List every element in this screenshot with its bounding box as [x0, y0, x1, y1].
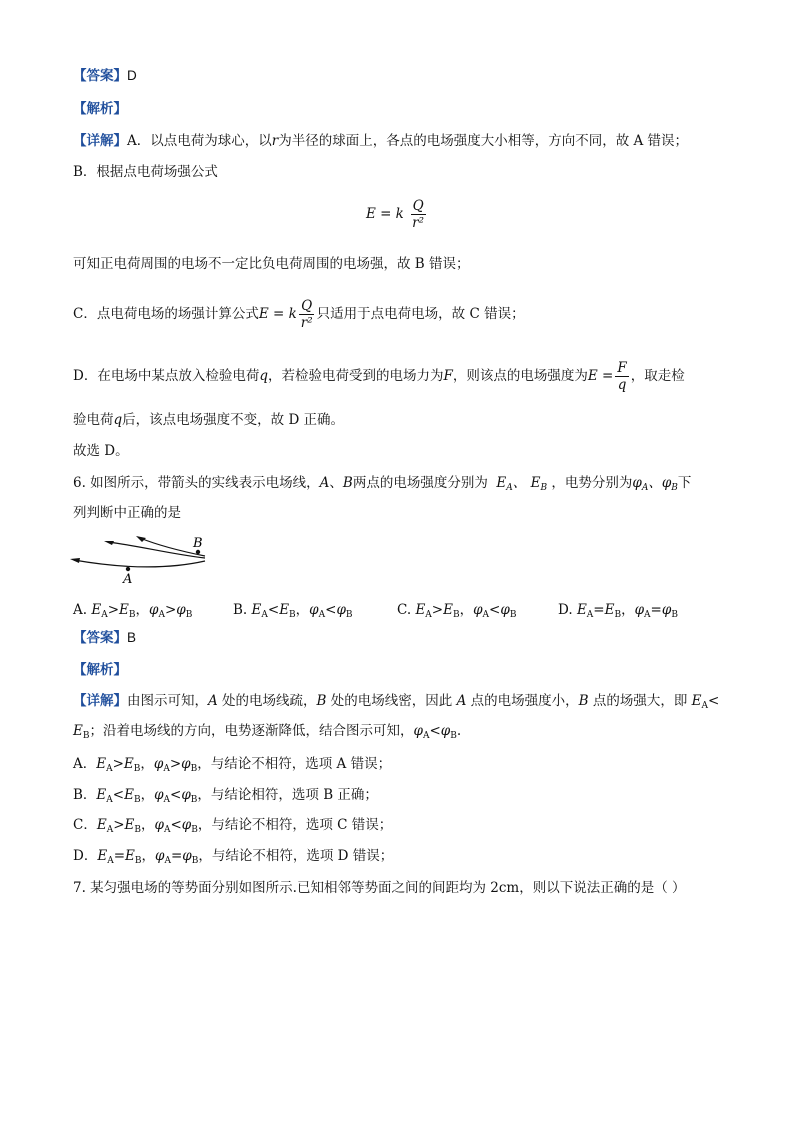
answer-label: 【答案】	[73, 630, 127, 645]
sym-ea: $E_A$、 $E_B$	[492, 475, 548, 493]
q6-detail-line2: $E_B$；沿着电场线的方向，电势逐渐降低，结合图示可知，$\varphi_A<\varphi_B$.	[73, 723, 462, 741]
field-lines-figure	[70, 530, 220, 590]
answer-label: 【答案】	[73, 68, 127, 83]
formula-numerator: Q	[412, 198, 424, 214]
text-segment: ，取走检	[630, 368, 685, 384]
q6-answer-row	[73, 628, 734, 648]
text-segment: 、	[329, 475, 343, 491]
formula-denominator: r²	[300, 315, 313, 331]
text-segment: A．以点电荷为球心，以	[127, 133, 272, 149]
var-F: F	[443, 368, 453, 384]
check-a: A．$E_A>E_B$，$\varphi_A>\varphi_B$，与结论不相符，选项 A 错误；	[73, 756, 392, 774]
line-d2	[73, 410, 734, 430]
answer-row	[73, 66, 734, 86]
label-b: B	[193, 536, 203, 551]
formula2-denominator: q	[617, 377, 627, 393]
line-c	[73, 298, 734, 331]
text-segment: 后，该点电场强度不变，故 D 正确。	[122, 412, 345, 428]
line-b2: 可知正电荷周围的电场不一定比负电荷周围的电场强，故 B 错误；	[73, 256, 470, 272]
sym-phi: $\varphi_A$、$\varphi_B$	[632, 475, 678, 493]
conclusion: 故选 D。	[73, 443, 129, 459]
q7-stem: 7. 某匀强电场的等势面分别如图所示.已知相邻等势面之间的间距均为 2cm，则以下说法正确的是（ ）	[73, 880, 686, 896]
answer-value: B	[127, 630, 137, 645]
detail-label: 【详解】	[73, 693, 127, 708]
text-segment: ，电势分别为	[551, 475, 633, 491]
formula2-fraction	[615, 360, 628, 393]
option-c: C. $E_A>E_B$，$\varphi_A<\varphi_B$	[397, 602, 517, 620]
arrowhead	[136, 536, 146, 542]
arrowhead	[104, 541, 114, 545]
formula-denominator: r²	[412, 215, 425, 231]
text-segment: 验电荷	[73, 412, 114, 428]
analysis-label: 【解析】	[73, 101, 127, 116]
answer-value: D	[127, 68, 137, 83]
formula2-numerator: F	[617, 360, 627, 376]
option-a: A. $E_A>E_B$，$\varphi_A>\varphi_B$	[73, 602, 193, 620]
line-b: B．根据点电荷场强公式	[73, 164, 218, 180]
formula-numerator: Q	[301, 298, 313, 314]
text-segment: ，则该点的电场强度为	[452, 368, 588, 384]
q6-stem-line2: 列判断中正确的是	[73, 505, 181, 521]
formula-lhs: E = k	[258, 306, 297, 322]
detail-label: 【详解】	[73, 133, 127, 148]
formula-fraction	[410, 198, 426, 231]
arrowhead	[70, 558, 80, 563]
analysis-label: 【解析】	[73, 662, 127, 677]
text-segment: D．在电场中某点放入检验电荷	[73, 368, 260, 384]
formula-lhs: E = k	[365, 206, 404, 222]
field-line-3	[74, 560, 205, 567]
check-c: C．$E_A>E_B$，$\varphi_A<\varphi_B$，与结论不相符，选项 C 错误；	[73, 817, 393, 835]
formula-coulomb	[0, 198, 794, 231]
q6-detail-line1: 【详解】由图示可知，A 处的电场线疏，B 处的电场线密，因此 A 点的电场强度小，B 点的场强大，即 $E_A<$	[73, 693, 720, 711]
option-d: D. $E_A=E_B$，$\varphi_A=\varphi_B$	[558, 602, 678, 620]
text-segment: ，若检验电荷受到的电场力为	[267, 368, 444, 384]
check-b: B．$E_A<E_B$，$\varphi_A<\varphi_B$，与结论相符，选项 B 正确；	[73, 787, 378, 805]
formula-fraction	[299, 298, 315, 331]
text-segment: C．点电荷电场的场强计算公式	[73, 306, 259, 322]
point-b: B	[342, 475, 353, 491]
detail-line-a	[73, 131, 734, 151]
option-b: B. $E_A<E_B$，$\varphi_A<\varphi_B$	[233, 602, 353, 620]
text-segment: 两点的电场强度分别为	[352, 475, 488, 491]
text-segment: 为半径的球面上，各点的电场强度大小相等，方向不同，故 A 错误；	[278, 133, 689, 149]
point-a: A	[319, 475, 330, 491]
check-d: D．$E_A=E_B$，$\varphi_A=\varphi_B$，与结论不相符，选项 D 错误；	[73, 848, 394, 866]
q6-analysis-row	[73, 660, 734, 680]
text-segment: 6. 如图所示，带箭头的实线表示电场线，	[73, 475, 320, 491]
analysis-row	[73, 99, 734, 119]
label-a: A	[123, 572, 133, 587]
text-segment: 下	[677, 475, 692, 491]
q6-stem-line1	[73, 473, 734, 498]
point-a-dot	[126, 567, 130, 571]
var-q: q	[259, 368, 268, 384]
line-d	[73, 360, 734, 393]
formula2-lhs: E =	[587, 368, 614, 384]
var-q: q	[113, 412, 123, 428]
text-segment: 只适用于点电荷电场，故 C 错误；	[316, 306, 525, 322]
var-r: r	[271, 133, 279, 149]
